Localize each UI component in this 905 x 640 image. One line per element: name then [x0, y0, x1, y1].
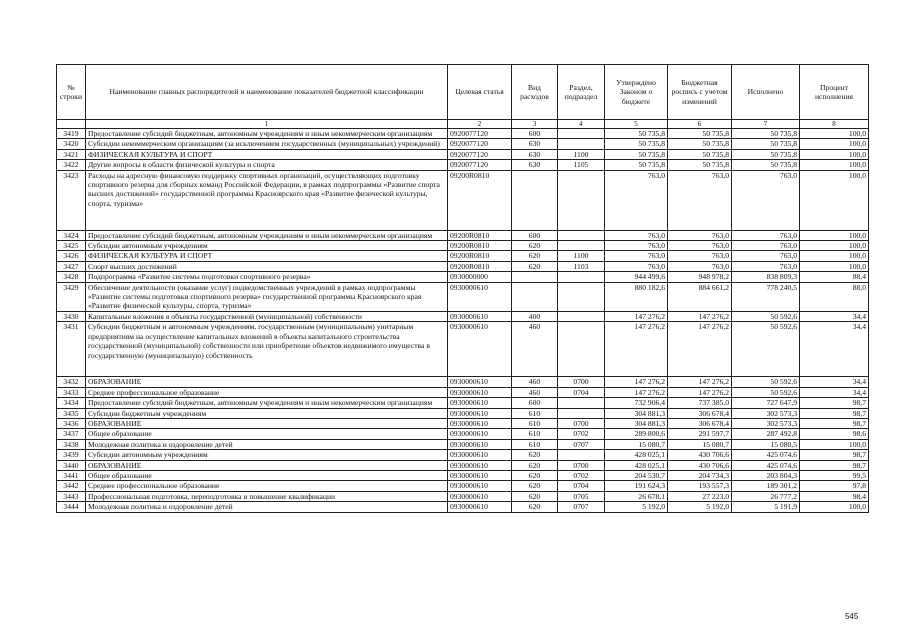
row-percent: 34,4: [800, 311, 869, 321]
row-executed: 763,0: [732, 170, 800, 230]
row-executed: 302 573,3: [732, 418, 800, 428]
row-budget-list: 737 385,0: [668, 398, 732, 408]
row-number: 3426: [57, 251, 86, 261]
table-row: [57, 170, 869, 230]
row-expense-type: 620: [512, 470, 558, 480]
row-expense-type: 620: [512, 460, 558, 470]
row-approved: 763,0: [605, 170, 668, 230]
row-target-article: 0930000610: [448, 311, 512, 321]
row-percent: 100,0: [800, 502, 869, 512]
row-percent: 100,0: [800, 241, 869, 251]
row-executed: 50 592,6: [732, 387, 800, 397]
row-name: ОБРАЗОВАНИЕ: [86, 418, 448, 428]
row-number: 3433: [57, 387, 86, 397]
table-body: [57, 129, 869, 513]
table-row: [57, 398, 869, 408]
row-name: Подпрограмма «Развитие системы подготовки спортивного резерва»: [86, 272, 448, 282]
row-expense-type: 610: [512, 439, 558, 449]
header-expense-type: Вид расходов: [512, 65, 558, 120]
row-executed: 50 735,8: [732, 149, 800, 159]
row-number: 3421: [57, 149, 86, 159]
row-section: 0704: [558, 387, 605, 397]
row-target-article: 09200R0810: [448, 251, 512, 261]
row-approved: 147 276,2: [605, 387, 668, 397]
row-budget-list: 50 735,8: [668, 149, 732, 159]
row-section: 0704: [558, 481, 605, 491]
row-section: 1100: [558, 251, 605, 261]
table-row: [57, 450, 869, 460]
row-section: [558, 282, 605, 311]
row-percent: 98,7: [800, 418, 869, 428]
row-name: Молодежная политика и оздоровление детей: [86, 502, 448, 512]
column-number: 8: [800, 120, 869, 129]
table-row: [57, 282, 869, 311]
table-row: [57, 322, 869, 377]
row-percent: 100,0: [800, 251, 869, 261]
header-section: Раздел, подраздел: [558, 65, 605, 120]
table-row: [57, 439, 869, 449]
row-expense-type: 610: [512, 418, 558, 428]
row-number: 3419: [57, 129, 86, 139]
row-target-article: 09200R0810: [448, 241, 512, 251]
row-budget-list: 763,0: [668, 241, 732, 251]
table-row: [57, 460, 869, 470]
header-budget-list: Бюджетная роспись с учетом изменений: [668, 65, 732, 120]
row-budget-list: 763,0: [668, 251, 732, 261]
row-target-article: 0930000610: [448, 398, 512, 408]
row-number: 3431: [57, 322, 86, 377]
row-approved: 732 906,4: [605, 398, 668, 408]
row-budget-list: 147 276,2: [668, 311, 732, 321]
row-expense-type: 460: [512, 387, 558, 397]
table-row: [57, 418, 869, 428]
column-number: 1: [86, 120, 448, 129]
row-budget-list: 430 706,6: [668, 450, 732, 460]
row-executed: 203 804,3: [732, 470, 800, 480]
column-number: 7: [732, 120, 800, 129]
header-row-no: № строки: [57, 65, 86, 120]
header-name: Наименование главных распорядителей и наименование показателей бюджетной классификации: [86, 65, 448, 120]
row-percent: 100,0: [800, 261, 869, 271]
row-name: Субсидии автономным учреждениям: [86, 450, 448, 460]
row-approved: 204 530,7: [605, 470, 668, 480]
row-percent: 100,0: [800, 170, 869, 230]
row-section: 1105: [558, 160, 605, 170]
row-approved: 763,0: [605, 230, 668, 240]
row-name: Другие вопросы в области физической культуры и спорта: [86, 160, 448, 170]
row-name: Молодежная политика и оздоровление детей: [86, 439, 448, 449]
row-executed: 763,0: [732, 230, 800, 240]
row-percent: 100,0: [800, 439, 869, 449]
table-row: [57, 230, 869, 240]
row-target-article: 0930000610: [448, 439, 512, 449]
row-number: 3434: [57, 398, 86, 408]
row-name: Обеспечение деятельности (оказание услуг) подведомственных учреждений в рамках подпрограммы «Развитие системы подготовки спортивного резерва» государственной программы Красноярского края «Развитие физической культуры, спорта, туризма»: [86, 282, 448, 311]
row-percent: 98,7: [800, 398, 869, 408]
row-target-article: 0930000610: [448, 429, 512, 439]
row-number: 3440: [57, 460, 86, 470]
row-expense-type: 630: [512, 139, 558, 149]
row-target-article: 0930000610: [448, 408, 512, 418]
row-expense-type: 460: [512, 377, 558, 387]
row-number: 3430: [57, 311, 86, 321]
row-name: Среднее профессиональное образование: [86, 387, 448, 397]
row-target-article: 0930000610: [448, 470, 512, 480]
header-percent: Процент исполнения: [800, 65, 869, 120]
row-expense-type: 620: [512, 481, 558, 491]
row-approved: 50 735,8: [605, 129, 668, 139]
table-row: [57, 160, 869, 170]
row-section: 0700: [558, 418, 605, 428]
row-number: 3438: [57, 439, 86, 449]
row-section: 0707: [558, 502, 605, 512]
row-number: 3428: [57, 272, 86, 282]
row-executed: 50 592,6: [732, 322, 800, 377]
row-executed: 425 074,6: [732, 450, 800, 460]
row-budget-list: 763,0: [668, 170, 732, 230]
row-expense-type: 460: [512, 322, 558, 377]
row-number: 3435: [57, 408, 86, 418]
row-executed: 838 809,3: [732, 272, 800, 282]
row-expense-type: 620: [512, 502, 558, 512]
column-number: 2: [448, 120, 512, 129]
table-row: [57, 241, 869, 251]
row-target-article: 0930000000: [448, 272, 512, 282]
row-executed: 50 735,8: [732, 129, 800, 139]
row-percent: 100,0: [800, 149, 869, 159]
row-name: Общее образование: [86, 470, 448, 480]
row-executed: 425 074,6: [732, 460, 800, 470]
column-number: 4: [558, 120, 605, 129]
table-row: [57, 408, 869, 418]
budget-execution-table: [56, 64, 869, 513]
row-expense-type: 620: [512, 491, 558, 501]
row-percent: 34,4: [800, 322, 869, 377]
row-number: 3427: [57, 261, 86, 271]
row-number: 3420: [57, 139, 86, 149]
row-budget-list: 763,0: [668, 230, 732, 240]
row-approved: 50 735,8: [605, 160, 668, 170]
table-row: [57, 429, 869, 439]
row-executed: 778 240,5: [732, 282, 800, 311]
row-section: 0707: [558, 439, 605, 449]
row-section: 0702: [558, 470, 605, 480]
row-percent: 88,0: [800, 282, 869, 311]
row-target-article: 0920077120: [448, 129, 512, 139]
row-name: Субсидии бюджетным и автономным учреждениям, государственным (муниципальным) унитарным предприятиям на осуществление капитальных вложений в объекты капитального строительства государственной (муниципальной) собственности или приобретение объектов недвижимого имущества в государственную (муниципальную) собственность: [86, 322, 448, 377]
row-executed: 50 592,6: [732, 377, 800, 387]
table-row: [57, 470, 869, 480]
row-expense-type: 610: [512, 408, 558, 418]
table-row: [57, 377, 869, 387]
row-expense-type: [512, 272, 558, 282]
row-budget-list: 50 735,8: [668, 139, 732, 149]
row-target-article: 0920077120: [448, 139, 512, 149]
row-approved: 5 192,0: [605, 502, 668, 512]
row-section: [558, 398, 605, 408]
row-number: 3444: [57, 502, 86, 512]
row-number: 3424: [57, 230, 86, 240]
row-number: 3425: [57, 241, 86, 251]
header-row: [57, 65, 869, 120]
row-executed: 50 592,6: [732, 311, 800, 321]
row-approved: 147 276,2: [605, 322, 668, 377]
row-approved: 191 624,3: [605, 481, 668, 491]
row-approved: 763,0: [605, 261, 668, 271]
row-percent: 100,0: [800, 139, 869, 149]
row-expense-type: 630: [512, 149, 558, 159]
row-budget-list: 147 276,2: [668, 387, 732, 397]
row-target-article: 0920077120: [448, 149, 512, 159]
row-approved: 944 499,6: [605, 272, 668, 282]
row-target-article: 0930000610: [448, 282, 512, 311]
row-budget-list: 27 223,0: [668, 491, 732, 501]
row-number: 3429: [57, 282, 86, 311]
row-budget-list: 884 661,2: [668, 282, 732, 311]
row-name: ФИЗИЧЕСКАЯ КУЛЬТУРА И СПОРТ: [86, 149, 448, 159]
row-budget-list: 948 978,2: [668, 272, 732, 282]
row-section: [558, 408, 605, 418]
row-approved: 763,0: [605, 241, 668, 251]
row-name: Расходы на адресную финансовую поддержку спортивных организаций, осуществляющих подготовку спортивного резерва для сборных команд Российской Федерации, в рамках подпрограммы «Развитие спорта высших достижений» государственной программы Красноярского края «Развитие физической культуры, спорта, туризма»: [86, 170, 448, 230]
row-name: ОБРАЗОВАНИЕ: [86, 460, 448, 470]
row-percent: 34,4: [800, 377, 869, 387]
row-expense-type: 630: [512, 160, 558, 170]
row-number: 3439: [57, 450, 86, 460]
table-row: [57, 491, 869, 501]
table-row: [57, 149, 869, 159]
row-target-article: 09200R0810: [448, 170, 512, 230]
column-number: 3: [512, 120, 558, 129]
row-number: 3432: [57, 377, 86, 387]
row-executed: 287 492,8: [732, 429, 800, 439]
row-executed: 189 301,2: [732, 481, 800, 491]
row-executed: 302 573,3: [732, 408, 800, 418]
row-section: 1100: [558, 149, 605, 159]
header-target-article: Целевая статья: [448, 65, 512, 120]
row-approved: 763,0: [605, 251, 668, 261]
row-budget-list: 306 678,4: [668, 408, 732, 418]
table-row: [57, 272, 869, 282]
row-name: ФИЗИЧЕСКАЯ КУЛЬТУРА И СПОРТ: [86, 251, 448, 261]
row-executed: 5 191,9: [732, 502, 800, 512]
row-name: Субсидии бюджетным учреждениям: [86, 408, 448, 418]
row-percent: 98,7: [800, 460, 869, 470]
row-name: Спорт высших достижений: [86, 261, 448, 271]
row-section: [558, 170, 605, 230]
row-approved: 50 735,8: [605, 149, 668, 159]
row-name: Субсидии некоммерческим организациям (за исключением государственных (муниципальных) учреждений): [86, 139, 448, 149]
row-section: 1103: [558, 261, 605, 271]
row-approved: 50 735,8: [605, 139, 668, 149]
row-approved: 147 276,2: [605, 311, 668, 321]
row-section: [558, 139, 605, 149]
row-percent: 88,4: [800, 272, 869, 282]
row-name: Профессиональная подготовка, переподготовка и повышение квалификации: [86, 491, 448, 501]
row-approved: 428 025,1: [605, 460, 668, 470]
row-section: [558, 311, 605, 321]
row-target-article: 0930000610: [448, 502, 512, 512]
row-expense-type: 620: [512, 450, 558, 460]
row-budget-list: 50 735,8: [668, 129, 732, 139]
row-section: [558, 322, 605, 377]
row-budget-list: 147 276,2: [668, 322, 732, 377]
row-expense-type: 600: [512, 230, 558, 240]
column-number: 6: [668, 120, 732, 129]
row-target-article: 0930000610: [448, 377, 512, 387]
row-expense-type: 620: [512, 251, 558, 261]
row-number: 3442: [57, 481, 86, 491]
page-number: 545: [845, 612, 859, 621]
row-budget-list: 430 706,6: [668, 460, 732, 470]
row-number: 3422: [57, 160, 86, 170]
row-name: Капитальные вложения в объекты государственной (муниципальной) собственности: [86, 311, 448, 321]
column-number: 5: [605, 120, 668, 129]
row-expense-type: [512, 170, 558, 230]
row-target-article: 09200R0810: [448, 261, 512, 271]
row-approved: 428 025,1: [605, 450, 668, 460]
row-section: 0700: [558, 460, 605, 470]
row-number: 3441: [57, 470, 86, 480]
row-percent: 98,4: [800, 491, 869, 501]
row-name: ОБРАЗОВАНИЕ: [86, 377, 448, 387]
row-budget-list: 291 597,7: [668, 429, 732, 439]
row-approved: 147 276,2: [605, 377, 668, 387]
row-executed: 763,0: [732, 241, 800, 251]
row-section: [558, 129, 605, 139]
row-number: 3423: [57, 170, 86, 230]
table-row: [57, 481, 869, 491]
header-approved: Утверждено Законом о бюджете: [605, 65, 668, 120]
row-budget-list: 763,0: [668, 261, 732, 271]
row-target-article: 0920077120: [448, 160, 512, 170]
row-expense-type: 620: [512, 241, 558, 251]
row-expense-type: 400: [512, 311, 558, 321]
row-percent: 100,0: [800, 230, 869, 240]
row-budget-list: 147 276,2: [668, 377, 732, 387]
row-approved: 15 080,7: [605, 439, 668, 449]
row-section: [558, 272, 605, 282]
row-executed: 727 647,9: [732, 398, 800, 408]
row-expense-type: [512, 282, 558, 311]
row-section: 0705: [558, 491, 605, 501]
row-expense-type: 600: [512, 129, 558, 139]
row-section: [558, 450, 605, 460]
table-row: [57, 251, 869, 261]
row-budget-list: 50 735,8: [668, 160, 732, 170]
row-executed: 15 080,5: [732, 439, 800, 449]
row-target-article: 0930000610: [448, 481, 512, 491]
row-expense-type: 620: [512, 261, 558, 271]
row-executed: 763,0: [732, 251, 800, 261]
table-row: [57, 387, 869, 397]
table-row: [57, 311, 869, 321]
row-percent: 100,0: [800, 160, 869, 170]
row-approved: 304 881,3: [605, 408, 668, 418]
column-number-row: [57, 120, 869, 129]
row-approved: 26 678,1: [605, 491, 668, 501]
row-budget-list: 204 734,3: [668, 470, 732, 480]
row-name: Предоставление субсидий бюджетным, автономным учреждениям и иным некоммерческим организациям: [86, 398, 448, 408]
row-number: 3436: [57, 418, 86, 428]
row-percent: 97,8: [800, 481, 869, 491]
row-target-article: 0930000610: [448, 322, 512, 377]
row-executed: 763,0: [732, 261, 800, 271]
row-executed: 50 735,8: [732, 160, 800, 170]
table-row: [57, 502, 869, 512]
table-row: [57, 139, 869, 149]
column-number-blank: [57, 120, 86, 129]
row-budget-list: 193 557,3: [668, 481, 732, 491]
row-percent: 98,7: [800, 408, 869, 418]
row-section: 0702: [558, 429, 605, 439]
row-name: Субсидии автономным учреждениям: [86, 241, 448, 251]
row-name: Общее образование: [86, 429, 448, 439]
row-number: 3443: [57, 491, 86, 501]
row-target-article: 09200R0810: [448, 230, 512, 240]
row-target-article: 0930000610: [448, 491, 512, 501]
table-row: [57, 261, 869, 271]
row-target-article: 0930000610: [448, 450, 512, 460]
row-percent: 34,4: [800, 387, 869, 397]
row-approved: 880 182,6: [605, 282, 668, 311]
row-budget-list: 15 080,7: [668, 439, 732, 449]
row-percent: 98,7: [800, 450, 869, 460]
row-number: 3437: [57, 429, 86, 439]
row-percent: 98,6: [800, 429, 869, 439]
row-approved: 289 800,6: [605, 429, 668, 439]
row-name: Предоставление субсидий бюджетным, автономным учреждениям и иным некоммерческим организациям: [86, 129, 448, 139]
row-executed: 26 777,2: [732, 491, 800, 501]
row-expense-type: 600: [512, 398, 558, 408]
row-name: Предоставление субсидий бюджетным, автономным учреждениям и иным некоммерческим организациям: [86, 230, 448, 240]
row-approved: 304 881,3: [605, 418, 668, 428]
row-percent: 99,5: [800, 470, 869, 480]
row-section: 0700: [558, 377, 605, 387]
row-section: [558, 230, 605, 240]
row-name: Среднее профессиональное образование: [86, 481, 448, 491]
row-executed: 50 735,8: [732, 139, 800, 149]
header-executed: Исполнено: [732, 65, 800, 120]
row-section: [558, 241, 605, 251]
row-expense-type: 610: [512, 429, 558, 439]
row-target-article: 0930000610: [448, 460, 512, 470]
row-budget-list: 306 678,4: [668, 418, 732, 428]
row-target-article: 0930000610: [448, 387, 512, 397]
row-percent: 100,0: [800, 129, 869, 139]
row-budget-list: 5 192,0: [668, 502, 732, 512]
row-target-article: 0930000610: [448, 418, 512, 428]
table-row: [57, 129, 869, 139]
